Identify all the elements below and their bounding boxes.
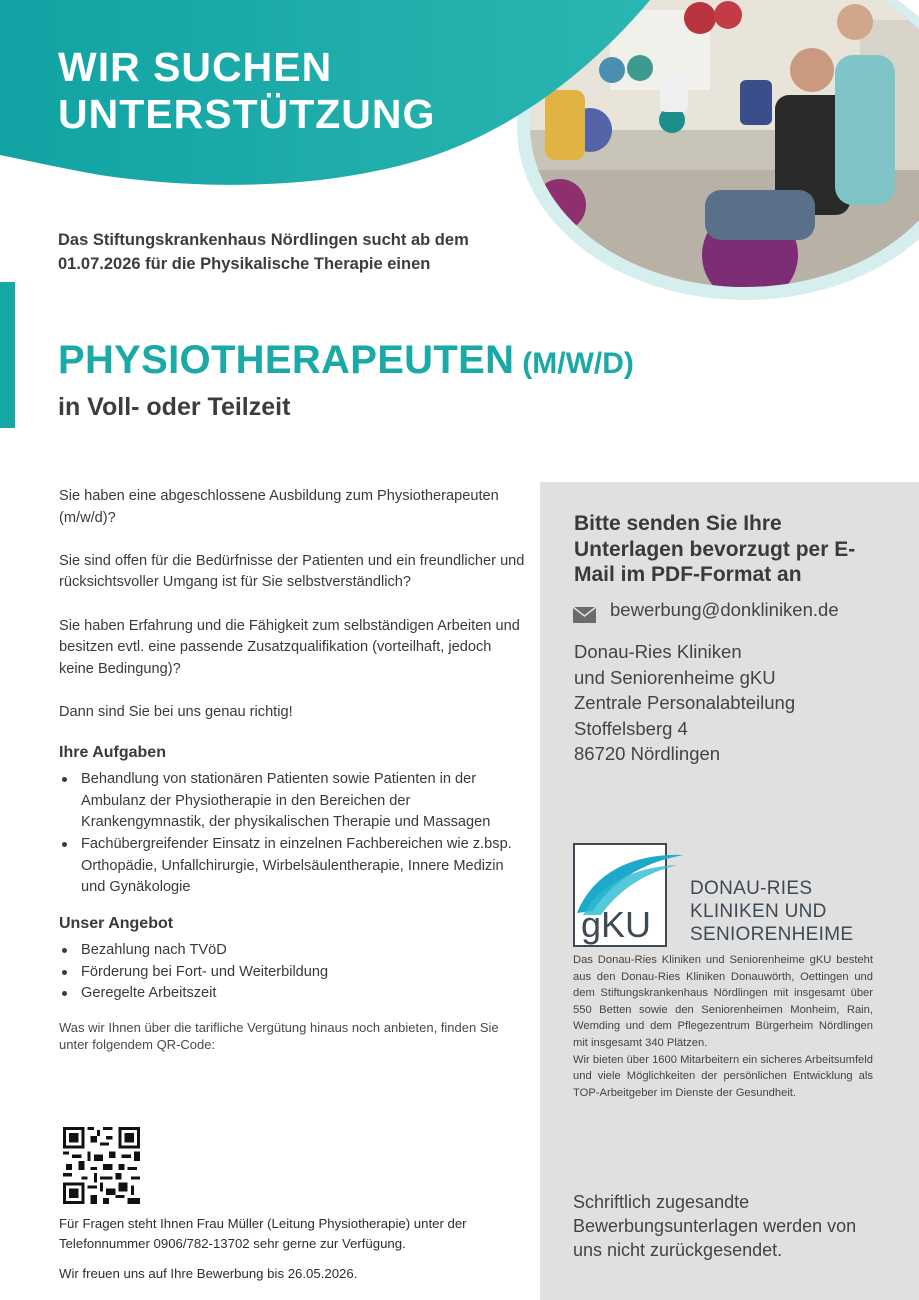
address-line: und Seniorenheime gKU: [574, 666, 776, 688]
list-item: Förderung bei Fort- und Weiterbildung: [59, 962, 527, 984]
job-title: [58, 338, 634, 383]
address-line: Stoffelsberg 4: [574, 717, 688, 739]
offer-list: [59, 940, 527, 1005]
list-item: Behandlung von stationären Patienten sowie Patienten in der Ambulanz der Physiotherapie in den Bereichen der Krankengymnastik, der physikalischen Therapie und Massagen: [59, 769, 527, 834]
logo-wordmark: [690, 877, 853, 946]
about-paragraph: Das Donau-Ries Kliniken und Seniorenheime gKU besteht aus den Donau-Ries Kliniken Donauwörth, Oettingen und dem Stiftungskrankenhaus Nördlingen mit insgesamt über 550 Betten sowie den Seniorenheimen Monheim, Rain, Wemding und dem Pflegezentrum Bürgerheim Nördlingen mit insgesamt 340 Plätzen.: [573, 954, 873, 1049]
contact-question: Für Fragen steht Ihnen Frau Müller (Leitung Physiotherapie) unter der Telefonnummer 0906/782-13702 sehr gerne zur Verfügung.: [59, 1216, 467, 1251]
qr-note: Was wir Ihnen über die tarifliche Vergütung hinaus noch anbieten, finden Sie unter folgendem QR-Code:: [59, 1020, 499, 1053]
logo-line: SENIORENHEIME: [690, 924, 854, 945]
logo-line: DONAU-RIES: [690, 878, 813, 899]
postal-address: [574, 639, 795, 767]
question-1: Sie haben eine abgeschlossene Ausbildung zum Physiotherapeuten (m/w/d)?: [59, 488, 499, 526]
job-title-main: PHYSIOTHERAPEUTEN: [58, 338, 515, 382]
closing-text: Wir freuen uns auf Ihre Bewerbung bis 26.05.2026.: [59, 1266, 358, 1281]
question-2: Sie sind offen für die Bedürfnisse der Patienten und ein freundlicher und rücksichtsvoller Umgang ist für Sie selbstverständlich?: [59, 552, 525, 591]
qr-code[interactable]: [63, 1127, 140, 1204]
tasks-list: [59, 769, 527, 899]
return-note: Schriftlich zugesandte Bewerbungsunterlagen werden von uns nicht zurückgesendet.: [573, 1192, 857, 1261]
accent-bar: [0, 282, 15, 428]
intro-text: Das Stiftungskrankenhaus Nördlingen sucht ab dem 01.07.2026 für die Physikalische Therapie einen: [58, 231, 469, 273]
about-text: [573, 952, 873, 1101]
address-line: Zentrale Personalabteilung: [574, 692, 796, 714]
tasks-heading: Ihre Aufgaben: [59, 743, 166, 761]
offer-heading: Unser Angebot: [59, 914, 174, 932]
headline-line2: UNTERSTÜTZUNG: [58, 91, 436, 137]
address-line: 86720 Nördlingen: [574, 743, 721, 765]
mail-icon: [573, 607, 596, 623]
logo-mark: gKU: [581, 904, 652, 945]
list-item: Bezahlung nach TVöD: [59, 940, 527, 962]
list-item: Geregelte Arbeitszeit: [59, 983, 527, 1005]
about-paragraph: Wir bieten über 1600 Mitarbeitern ein sicheres Arbeitsumfeld und viele Möglichkeiten der persönlichen Entwicklung als TOP-Arbeitgeber im Dienste der Gesundheit.: [573, 1053, 873, 1099]
question-4: Dann sind Sie bei uns genau richtig!: [59, 703, 293, 720]
apply-heading: Bitte senden Sie Ihre Unterlagen bevorzugt per E-Mail im PDF-Format an: [574, 512, 856, 586]
question-3: Sie haben Erfahrung und die Fähigkeit zum selbständigen Arbeiten und besitzen evtl. eine passende Zusatzqualifikation (vorteilhaft, jedoch keine Bedingung)?: [59, 617, 520, 677]
left-column: [59, 486, 527, 1053]
logo-line: KLINIKEN UND: [690, 901, 827, 922]
list-item: Fachübergreifender Einsatz in einzelnen Fachbereichen wie z.bsp. Orthopädie, Unfallchirurgie, Wirbelsäulentherapie, Innere Medizin und Gynäkologie: [59, 834, 527, 899]
headline-line1: WIR SUCHEN: [58, 44, 333, 90]
headline: [58, 44, 435, 138]
job-subtitle: in Voll- oder Teilzeit: [58, 393, 291, 421]
email-link[interactable]: bewerbung@donkliniken.de: [610, 599, 839, 620]
address-line: Donau-Ries Kliniken: [574, 641, 742, 662]
gku-logo: [573, 843, 685, 947]
job-title-suffix: (M/W/D): [522, 347, 634, 380]
